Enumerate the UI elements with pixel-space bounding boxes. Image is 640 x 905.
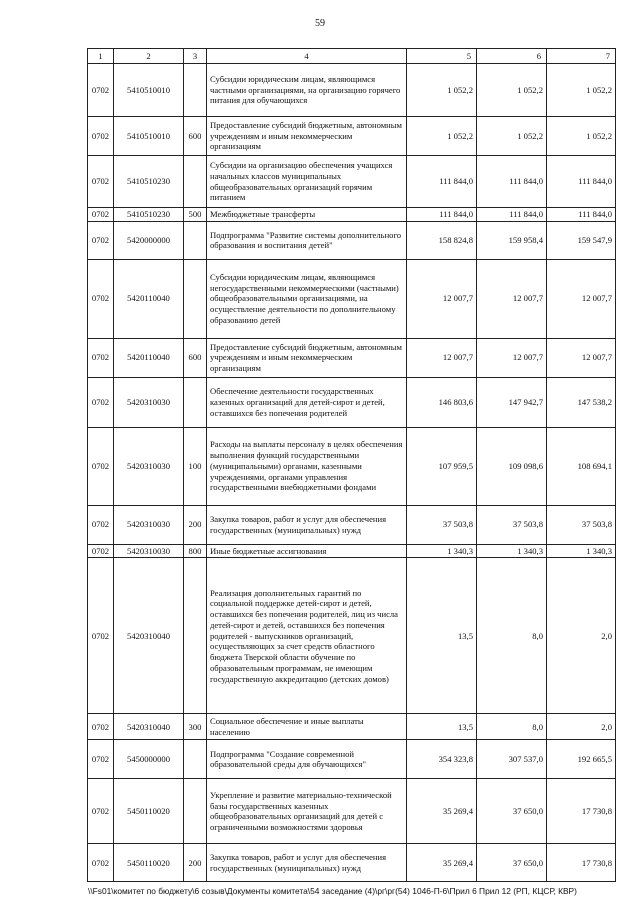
section-code-cell: 0702 (88, 377, 114, 427)
item-name-cell: Подпрограмма "Создание современной образовательной среды для обучающихся" (207, 740, 407, 779)
section-code-cell: 0702 (88, 714, 114, 740)
section-code-cell: 0702 (88, 208, 114, 222)
item-name-cell: Подпрограмма "Развитие системы дополнительного образования и воспитания детей" (207, 221, 407, 259)
amount-year1-cell: 107 959,5 (407, 427, 477, 505)
amount-year1-cell: 111 844,0 (407, 156, 477, 208)
table-row (88, 338, 616, 377)
section-code-cell: 0702 (88, 156, 114, 208)
amount-year3-cell: 12 007,7 (547, 338, 616, 377)
amount-year1-cell: 146 803,6 (407, 377, 477, 427)
amount-year1-cell: 1 340,3 (407, 544, 477, 558)
amount-year1-cell: 12 007,7 (407, 338, 477, 377)
amount-year3-cell: 2,0 (547, 558, 616, 714)
expense-type-cell (184, 64, 207, 117)
amount-year1-cell: 158 824,8 (407, 221, 477, 259)
amount-year2-cell: 1 052,2 (477, 117, 547, 156)
amount-year3-cell: 2,0 (547, 714, 616, 740)
amount-year3-cell: 108 694,1 (547, 427, 616, 505)
amount-year1-cell: 1 052,2 (407, 117, 477, 156)
amount-year1-cell: 35 269,4 (407, 844, 477, 882)
expense-type-cell: 600 (184, 338, 207, 377)
table-row (88, 779, 616, 844)
amount-year2-cell: 159 958,4 (477, 221, 547, 259)
amount-year3-cell: 1 052,2 (547, 64, 616, 117)
expense-type-cell (184, 221, 207, 259)
file-path-footer: \\Fs01\комитет по бюджету\6 созыв\Документы комитета\54 заседание (4)\рг\рг(54) 1046-П-6\Прил 6 Прил 12 (РП, КЦСР, КВР) (88, 886, 577, 896)
expense-type-cell (184, 156, 207, 208)
amount-year3-cell: 37 503,8 (547, 505, 616, 544)
item-name-cell: Предоставление субсидий бюджетным, автономным учреждениям и иным некоммерческим организациям (207, 338, 407, 377)
budget-table (87, 48, 616, 882)
amount-year2-cell: 1 052,2 (477, 64, 547, 117)
item-name-cell: Укрепление и развитие материально-технической базы государственных казенных общеобразовательных организаций для детей с ограниченными возможностями здоровья (207, 779, 407, 844)
column-header: 3 (184, 49, 207, 64)
section-code-cell: 0702 (88, 779, 114, 844)
expense-type-cell: 600 (184, 117, 207, 156)
item-name-cell: Закупка товаров, работ и услуг для обеспечения государственных (муниципальных) нужд (207, 844, 407, 882)
amount-year3-cell: 1 340,3 (547, 544, 616, 558)
item-name-cell: Реализация дополнительных гарантий по социальной поддержке детей-сирот и детей, оставшихся без попечения родителей, лиц из числа детей-сирот и детей, оставшихся без попечения родителей - выпускников организаций, осуществляющих за счет средств областного бюджета Тверской области обучение по образовательным программам, не имеющим государственную аккредитацию (детских домов) (207, 558, 407, 714)
expense-type-cell: 500 (184, 208, 207, 222)
target-article-cell: 5420310040 (114, 714, 184, 740)
column-header: 1 (88, 49, 114, 64)
section-code-cell: 0702 (88, 544, 114, 558)
column-header: 4 (207, 49, 407, 64)
amount-year3-cell: 12 007,7 (547, 259, 616, 338)
item-name-cell: Субсидии на организацию обеспечения учащихся начальных классов муниципальных общеобразовательных организаций горячим питанием (207, 156, 407, 208)
table-row (88, 64, 616, 117)
item-name-cell: Расходы на выплаты персоналу в целях обеспечения выполнения функций государственными (муниципальными) органами, казенными учреждениями, органами управления государственными внебюджетными фондами (207, 427, 407, 505)
amount-year1-cell: 37 503,8 (407, 505, 477, 544)
amount-year3-cell: 147 538,2 (547, 377, 616, 427)
target-article-cell: 5420310030 (114, 505, 184, 544)
expense-type-cell (184, 259, 207, 338)
table-row (88, 427, 616, 505)
column-number-row (88, 49, 616, 64)
amount-year2-cell: 12 007,7 (477, 338, 547, 377)
table-row (88, 208, 616, 222)
table-body (88, 49, 616, 882)
column-header: 6 (477, 49, 547, 64)
table-row (88, 117, 616, 156)
target-article-cell: 5410510010 (114, 117, 184, 156)
amount-year2-cell: 8,0 (477, 714, 547, 740)
table-row (88, 844, 616, 882)
amount-year3-cell: 111 844,0 (547, 156, 616, 208)
target-article-cell: 5410510010 (114, 64, 184, 117)
target-article-cell: 5450110020 (114, 844, 184, 882)
amount-year2-cell: 307 537,0 (477, 740, 547, 779)
expense-type-cell: 100 (184, 427, 207, 505)
item-name-cell: Субсидии юридическим лицам, являющимся частными организациями, на организацию горячего питания для обучающихся (207, 64, 407, 117)
target-article-cell: 5410510230 (114, 208, 184, 222)
section-code-cell: 0702 (88, 259, 114, 338)
section-code-cell: 0702 (88, 505, 114, 544)
expense-type-cell (184, 740, 207, 779)
expense-type-cell (184, 779, 207, 844)
target-article-cell: 5420000000 (114, 221, 184, 259)
expense-type-cell: 200 (184, 844, 207, 882)
amount-year2-cell: 8,0 (477, 558, 547, 714)
table-row (88, 558, 616, 714)
amount-year1-cell: 354 323,8 (407, 740, 477, 779)
target-article-cell: 5420310030 (114, 377, 184, 427)
amount-year2-cell: 37 503,8 (477, 505, 547, 544)
amount-year3-cell: 192 665,5 (547, 740, 616, 779)
amount-year2-cell: 1 340,3 (477, 544, 547, 558)
target-article-cell: 5450110020 (114, 779, 184, 844)
target-article-cell: 5420310040 (114, 558, 184, 714)
section-code-cell: 0702 (88, 558, 114, 714)
item-name-cell: Субсидии юридическим лицам, являющимся негосударственными некоммерческими (частными) общеобразовательными организациями, на осуществление деятельности по дополнительному образованию детей (207, 259, 407, 338)
section-code-cell: 0702 (88, 117, 114, 156)
section-code-cell: 0702 (88, 427, 114, 505)
amount-year2-cell: 111 844,0 (477, 156, 547, 208)
target-article-cell: 5420310030 (114, 544, 184, 558)
target-article-cell: 5450000000 (114, 740, 184, 779)
expense-type-cell: 800 (184, 544, 207, 558)
table-row (88, 740, 616, 779)
target-article-cell: 5420310030 (114, 427, 184, 505)
amount-year1-cell: 1 052,2 (407, 64, 477, 117)
expense-type-cell (184, 558, 207, 714)
item-name-cell: Социальное обеспечение и иные выплаты населению (207, 714, 407, 740)
target-article-cell: 5420110040 (114, 338, 184, 377)
column-header: 5 (407, 49, 477, 64)
target-article-cell: 5410510230 (114, 156, 184, 208)
section-code-cell: 0702 (88, 338, 114, 377)
column-header: 7 (547, 49, 616, 64)
item-name-cell: Межбюджетные трансферты (207, 208, 407, 222)
table-row (88, 505, 616, 544)
item-name-cell: Иные бюджетные ассигнования (207, 544, 407, 558)
section-code-cell: 0702 (88, 64, 114, 117)
amount-year2-cell: 109 098,6 (477, 427, 547, 505)
item-name-cell: Обеспечение деятельности государственных казенных организаций для детей-сирот и детей, оставшихся без попечения родителей (207, 377, 407, 427)
table-row (88, 156, 616, 208)
amount-year2-cell: 37 650,0 (477, 779, 547, 844)
item-name-cell: Закупка товаров, работ и услуг для обеспечения государственных (муниципальных) нужд (207, 505, 407, 544)
amount-year1-cell: 111 844,0 (407, 208, 477, 222)
table-row (88, 544, 616, 558)
amount-year3-cell: 1 052,2 (547, 117, 616, 156)
amount-year3-cell: 111 844,0 (547, 208, 616, 222)
amount-year1-cell: 13,5 (407, 558, 477, 714)
amount-year3-cell: 159 547,9 (547, 221, 616, 259)
amount-year2-cell: 12 007,7 (477, 259, 547, 338)
expense-type-cell: 200 (184, 505, 207, 544)
table-row (88, 714, 616, 740)
amount-year2-cell: 37 650,0 (477, 844, 547, 882)
amount-year1-cell: 13,5 (407, 714, 477, 740)
column-header: 2 (114, 49, 184, 64)
table-row (88, 221, 616, 259)
amount-year1-cell: 12 007,7 (407, 259, 477, 338)
section-code-cell: 0702 (88, 221, 114, 259)
amount-year2-cell: 147 942,7 (477, 377, 547, 427)
section-code-cell: 0702 (88, 740, 114, 779)
item-name-cell: Предоставление субсидий бюджетным, автономным учреждениям и иным некоммерческим организациям (207, 117, 407, 156)
table-row (88, 259, 616, 338)
section-code-cell: 0702 (88, 844, 114, 882)
target-article-cell: 5420110040 (114, 259, 184, 338)
table-row (88, 377, 616, 427)
amount-year2-cell: 111 844,0 (477, 208, 547, 222)
amount-year1-cell: 35 269,4 (407, 779, 477, 844)
amount-year3-cell: 17 730,8 (547, 844, 616, 882)
amount-year3-cell: 17 730,8 (547, 779, 616, 844)
expense-type-cell: 300 (184, 714, 207, 740)
page-number: 59 (315, 18, 325, 29)
expense-type-cell (184, 377, 207, 427)
